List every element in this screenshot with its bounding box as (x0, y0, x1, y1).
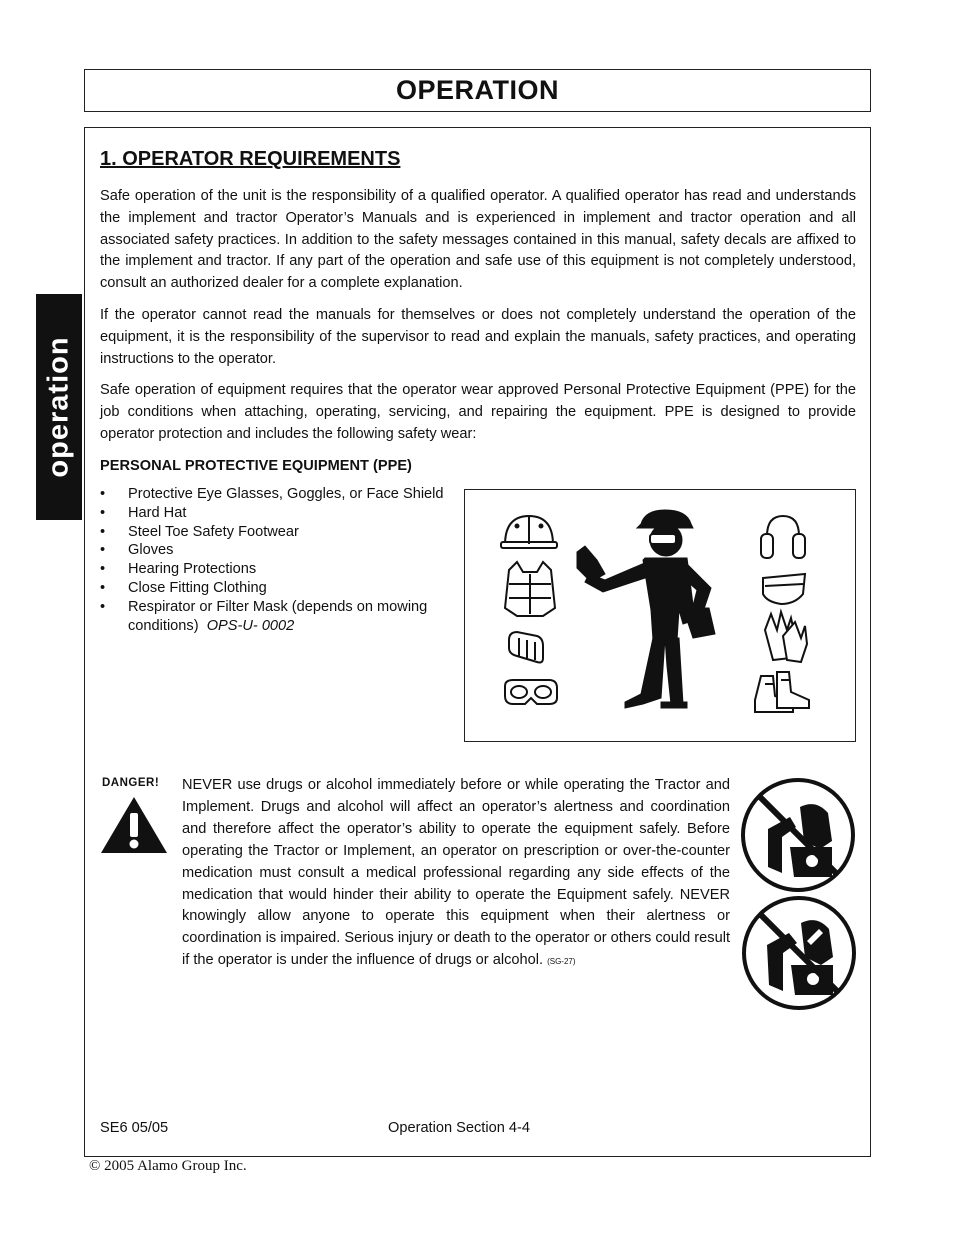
ppe-heading: PERSONAL PROTECTIVE EQUIPMENT (PPE) (100, 458, 412, 474)
bullet: • (100, 504, 106, 521)
list-item (100, 579, 450, 598)
danger-code: (SG-27) (547, 957, 576, 967)
ppe-item-footwear: Steel Toe Safety Footwear (128, 523, 299, 540)
list-item (100, 541, 450, 560)
list-item (100, 523, 450, 542)
bullet: • (100, 598, 106, 615)
goggles-icon (505, 680, 557, 704)
side-tab-label: operation (42, 336, 75, 478)
ppe-item-respirator: Respirator or Filter Mask (depends on mowing conditions) (128, 598, 428, 634)
bullet: • (100, 579, 106, 596)
list-item (100, 560, 450, 579)
safety-boots-icon (755, 672, 809, 712)
gloves-icon (765, 612, 807, 662)
section-title: 1. OPERATOR REQUIREMENTS (100, 148, 401, 170)
bullet: • (100, 542, 106, 559)
section-side-tab (36, 294, 82, 520)
paragraph-qualified-operator: Safe operation of the unit is the responsibility of a qualified operator. A qualified operator has read and understands the implement and tractor Operator’s Manuals and is experienced in implement and tractor operation and all associated safety practices. In addition to the safety messages contained in this manual, safety decals are affixed to the implement and tractor. If any part of the operation and safe use of this equipment is not completely understood, consult an authorized dealer for a complete explanation. (100, 188, 856, 292)
ppe-illustration (464, 489, 856, 742)
ppe-item-hat: Hard Hat (128, 504, 187, 521)
no-drugs-icon (740, 777, 856, 898)
worker-silhouette (577, 510, 715, 708)
ppe-item-gloves: Gloves (128, 542, 174, 559)
list-item (100, 504, 450, 523)
paragraph-supervisor: If the operator cannot read the manuals for themselves or does not completely understand the operation of the equipment, it is the responsibility of the supervisor to read and explain the manuals, safety practices, and operating instructions to the operator. (100, 307, 856, 367)
bullet: • (100, 561, 106, 578)
footer-page-number: Operation Section 4-4 (388, 1120, 530, 1136)
safety-vest-icon (505, 562, 555, 616)
copyright: © 2005 Alamo Group Inc. (89, 1158, 247, 1174)
ppe-figure-svg (465, 490, 855, 741)
content-frame (84, 127, 871, 1157)
danger-label: DANGER! (102, 777, 160, 789)
bullet: • (100, 523, 106, 540)
footer-doc-code: SE6 05/05 (100, 1120, 169, 1136)
list-item (100, 598, 450, 636)
page-header-title: OPERATION (395, 75, 559, 105)
paragraph-ppe-intro: Safe operation of equipment requires that the operator wear approved Personal Protective Equipment (PPE) for the job conditions when attaching, operating, servicing, and repairing the equipment. PPE is designed to provide operator protection and includes the following safety wear: (100, 382, 856, 442)
ppe-item-hearing: Hearing Protections (128, 561, 257, 578)
danger-message (182, 775, 730, 973)
danger-text: NEVER use drugs or alcohol immediately before or while operating the Tractor and Implement. Drugs and alcohol will affect an operator’s alertness and coordination and therefore affect the operator’s ability to operate the equipment safely. Before operating the Tractor or Implement, an operator on prescription or over-the-counter medication must consult a medical professional regarding any side effects of the medication that would hinder their ability to operate the Equipment safely. NEVER knowingly allow anyone to operate this equipment when their alertness or coordination is impaired. Serious injury or death to the operator or others could result if the operator is under the influence of drugs or alcohol. (182, 777, 730, 969)
hard-hat-icon (501, 516, 557, 548)
ear-plugs-icon (509, 632, 543, 663)
list-item (100, 485, 450, 504)
warning-triangle-icon (99, 795, 169, 860)
respirator-icon (763, 574, 805, 604)
ppe-list (100, 485, 450, 635)
bullet: • (100, 486, 106, 502)
no-alcohol-icon (741, 895, 857, 1016)
page-header (84, 69, 871, 112)
ppe-item-clothing: Close Fitting Clothing (128, 579, 267, 596)
earmuffs-icon (761, 516, 805, 558)
ppe-item-eye: Protective Eye Glasses, Goggles, or Face Shield (128, 486, 444, 502)
ppe-code: OPS-U- 0002 (206, 617, 295, 634)
